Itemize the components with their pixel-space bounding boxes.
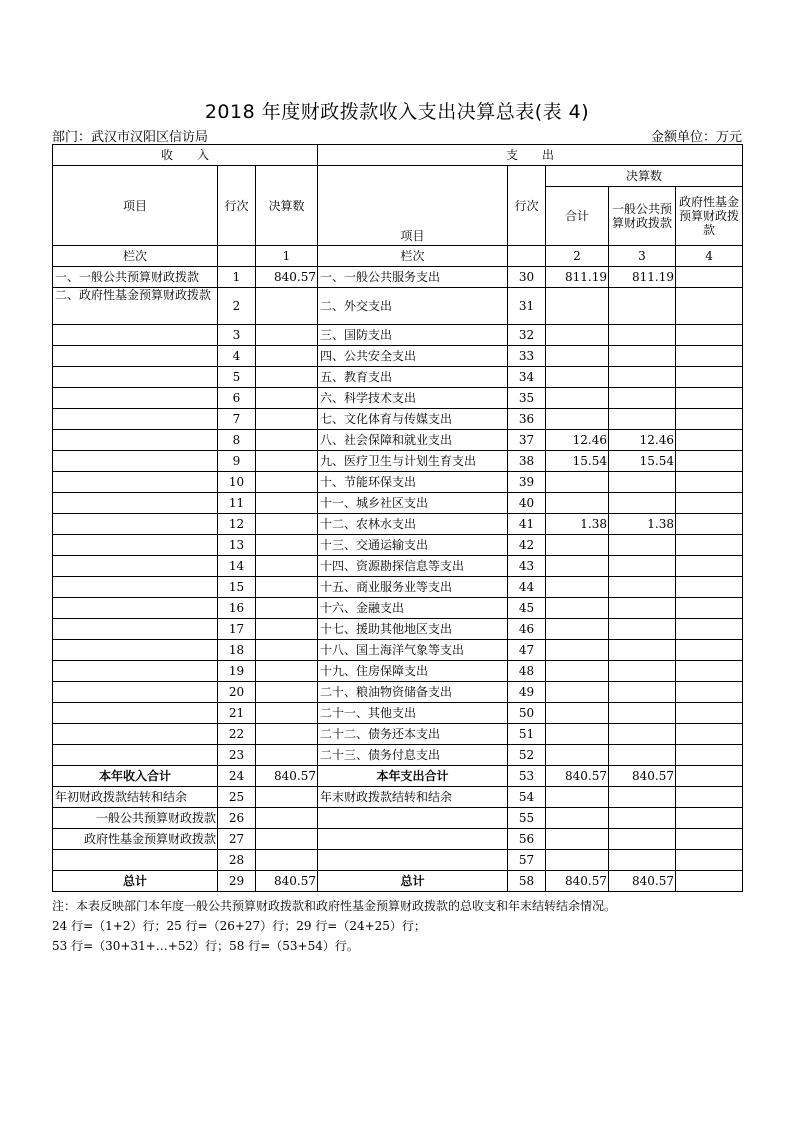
cell [609, 808, 676, 829]
col-2: 2 [546, 246, 609, 267]
blank-row-no: 28 [218, 850, 256, 871]
expense-item: 一、一般公共服务支出 [318, 267, 508, 288]
expense-total [546, 325, 609, 346]
expense-general: 1.38 [609, 514, 676, 535]
expense-fund [676, 367, 743, 388]
expense-general [609, 409, 676, 430]
expense-fund [676, 724, 743, 745]
income-amount [256, 577, 318, 598]
table-row [53, 409, 743, 430]
expense-fund [676, 577, 743, 598]
income-item [53, 514, 218, 535]
cell [256, 829, 318, 850]
income-row-no: 8 [218, 430, 256, 451]
income-item [53, 430, 218, 451]
expense-row-no: 48 [508, 661, 546, 682]
expense-total [546, 703, 609, 724]
table-row [53, 640, 743, 661]
income-row-no: 6 [218, 388, 256, 409]
fund-carry-ex-no: 56 [508, 829, 546, 850]
grand-ex-total-no: 58 [508, 871, 546, 892]
income-item-header: 项目 [53, 166, 218, 246]
expense-row-no: 49 [508, 682, 546, 703]
income-item [53, 493, 218, 514]
income-item [53, 724, 218, 745]
expense-fund [676, 288, 743, 325]
cell [609, 829, 676, 850]
expense-row-no: 50 [508, 703, 546, 724]
expense-row-no: 44 [508, 577, 546, 598]
table-row [53, 325, 743, 346]
income-row-no: 7 [218, 409, 256, 430]
expense-item: 三、国防支出 [318, 325, 508, 346]
expense-row-no: 51 [508, 724, 546, 745]
cell [546, 850, 609, 871]
income-item [53, 367, 218, 388]
income-item [53, 640, 218, 661]
expense-total [546, 388, 609, 409]
income-amount [256, 288, 318, 325]
col-4: 4 [676, 246, 743, 267]
table-row [53, 682, 743, 703]
income-amount [256, 640, 318, 661]
expense-header: 支 出 [318, 145, 743, 166]
income-row-no: 9 [218, 451, 256, 472]
cell [676, 808, 743, 829]
col-label-2: 栏次 [318, 246, 508, 267]
expense-total [546, 535, 609, 556]
income-amount [256, 472, 318, 493]
expense-general [609, 388, 676, 409]
expense-total [546, 288, 609, 325]
expense-item: 十四、资源勘探信息等支出 [318, 556, 508, 577]
expense-total [546, 409, 609, 430]
carry-out-label: 年末财政拨款结转和结余 [318, 787, 508, 808]
report-meta [52, 126, 742, 145]
income-amount [256, 430, 318, 451]
expense-row-no: 42 [508, 535, 546, 556]
cell [676, 787, 743, 808]
income-amount [256, 556, 318, 577]
expense-fund [676, 472, 743, 493]
income-amount [256, 682, 318, 703]
expense-row-no: 47 [508, 640, 546, 661]
income-row-no: 20 [218, 682, 256, 703]
expense-total [546, 493, 609, 514]
income-row-no: 23 [218, 745, 256, 766]
income-amount: 840.57 [256, 267, 318, 288]
expense-fund [676, 493, 743, 514]
table-row [53, 514, 743, 535]
expense-fund [676, 703, 743, 724]
notes [52, 896, 752, 956]
expense-total [546, 724, 609, 745]
general-carry-label: 一般公共预算财政拨款 [53, 808, 218, 829]
expense-general [609, 640, 676, 661]
expense-item: 二十一、其他支出 [318, 703, 508, 724]
income-item [53, 325, 218, 346]
income-amount [256, 346, 318, 367]
expense-row-no: 30 [508, 267, 546, 288]
table-row [53, 745, 743, 766]
expense-item: 十七、援助其他地区支出 [318, 619, 508, 640]
unit-label: 金额单位：万元 [650, 130, 742, 145]
col-label: 栏次 [53, 246, 218, 267]
income-item [53, 556, 218, 577]
income-item [53, 346, 218, 367]
fund-carry-no: 27 [218, 829, 256, 850]
expense-total [546, 619, 609, 640]
grand-ex-total-general: 840.57 [609, 871, 676, 892]
income-item [53, 535, 218, 556]
income-row-no: 14 [218, 556, 256, 577]
expense-total [546, 598, 609, 619]
expense-item: 十九、住房保障支出 [318, 661, 508, 682]
expense-row-no: 41 [508, 514, 546, 535]
table-row [53, 535, 743, 556]
expense-row-no: 38 [508, 451, 546, 472]
income-row-no: 19 [218, 661, 256, 682]
expense-general [609, 472, 676, 493]
expense-item: 十一、城乡社区支出 [318, 493, 508, 514]
expense-row-no: 34 [508, 367, 546, 388]
income-item [53, 703, 218, 724]
table-row [53, 451, 743, 472]
income-row-no: 17 [218, 619, 256, 640]
income-amount [256, 514, 318, 535]
expense-total-total: 840.57 [546, 766, 609, 787]
table-row [53, 472, 743, 493]
income-row-no: 1 [218, 267, 256, 288]
expense-fund [676, 430, 743, 451]
expense-item: 十二、农林水支出 [318, 514, 508, 535]
expense-row-no: 37 [508, 430, 546, 451]
cell [546, 808, 609, 829]
expense-general [609, 325, 676, 346]
expense-item: 二、外交支出 [318, 288, 508, 325]
income-item [53, 409, 218, 430]
income-row-no: 10 [218, 472, 256, 493]
expense-fund [676, 556, 743, 577]
expense-total: 811.19 [546, 267, 609, 288]
expense-item: 十八、国土海洋气象等支出 [318, 640, 508, 661]
expense-item: 十三、交通运输支出 [318, 535, 508, 556]
income-row-no: 4 [218, 346, 256, 367]
table-row [53, 598, 743, 619]
note-line: 注：本表反映部门本年度一般公共预算财政拨款和政府性基金预算财政拨款的总收支和年末结转结余情况。 [52, 899, 617, 913]
expense-general: 811.19 [609, 267, 676, 288]
income-row-no-header: 行次 [218, 166, 256, 246]
expense-row-no: 40 [508, 493, 546, 514]
table-row [53, 346, 743, 367]
income-row-no: 2 [218, 288, 256, 325]
income-amount [256, 724, 318, 745]
expense-general: 15.54 [609, 451, 676, 472]
cell [256, 850, 318, 871]
income-row-no: 11 [218, 493, 256, 514]
table-row [53, 367, 743, 388]
table-row [53, 388, 743, 409]
income-amount [256, 598, 318, 619]
expense-fund [676, 325, 743, 346]
income-item [53, 682, 218, 703]
blank-row-ex-no: 57 [508, 850, 546, 871]
total-col-header: 合计 [546, 187, 609, 246]
table-row [53, 619, 743, 640]
expense-total-label: 本年支出合计 [318, 766, 508, 787]
table-row [53, 267, 743, 288]
income-amount [256, 745, 318, 766]
expense-general [609, 598, 676, 619]
expense-item: 九、医疗卫生与计划生育支出 [318, 451, 508, 472]
expense-item: 四、公共安全支出 [318, 346, 508, 367]
fund-col-header: 政府性基金预算财政拨款 [676, 187, 743, 246]
income-amount [256, 325, 318, 346]
expense-general [609, 577, 676, 598]
note-line: 24 行=（1+2）行；25 行=（26+27）行；29 行=（24+25）行； [52, 919, 426, 933]
expense-total: 15.54 [546, 451, 609, 472]
expense-fund [676, 640, 743, 661]
expense-general [609, 535, 676, 556]
carry-in-no: 25 [218, 787, 256, 808]
table-row [53, 577, 743, 598]
expense-row-no: 46 [508, 619, 546, 640]
expense-general [609, 703, 676, 724]
cell [546, 787, 609, 808]
table-row [53, 661, 743, 682]
grand-total-amount: 840.57 [256, 871, 318, 892]
income-item [53, 577, 218, 598]
expense-item: 五、教育支出 [318, 367, 508, 388]
income-row-no: 13 [218, 535, 256, 556]
general-carry-ex-no: 55 [508, 808, 546, 829]
income-row-no: 22 [218, 724, 256, 745]
cell [676, 829, 743, 850]
income-amount [256, 367, 318, 388]
expense-general [609, 745, 676, 766]
table-row [53, 493, 743, 514]
expense-general: 12.46 [609, 430, 676, 451]
expense-fund [676, 535, 743, 556]
table-row [53, 288, 743, 325]
expense-total [546, 367, 609, 388]
col-3: 3 [609, 246, 676, 267]
expense-row-no: 32 [508, 325, 546, 346]
income-amount [256, 388, 318, 409]
expense-row-no: 31 [508, 288, 546, 325]
page-title: 2018 年度财政拨款收入支出决算总表(表 4) [204, 101, 590, 123]
expense-fund [676, 346, 743, 367]
cell [318, 829, 508, 850]
expense-total [546, 472, 609, 493]
expense-row-no: 52 [508, 745, 546, 766]
cell [546, 829, 609, 850]
department-label: 部门：武汉市汉阳区信访局 [52, 130, 209, 145]
expense-item: 十六、金融支出 [318, 598, 508, 619]
income-amount [256, 409, 318, 430]
income-item [53, 619, 218, 640]
cell [256, 808, 318, 829]
expense-total-no: 53 [508, 766, 546, 787]
fund-carry-label: 政府性基金预算财政拨款 [53, 829, 218, 850]
expense-fund [676, 451, 743, 472]
cell [676, 850, 743, 871]
expense-total [546, 577, 609, 598]
income-total-amount: 840.57 [256, 766, 318, 787]
income-amount [256, 535, 318, 556]
expense-total: 1.38 [546, 514, 609, 535]
expense-total [546, 682, 609, 703]
col-label-blank-2 [508, 246, 546, 267]
income-item [53, 745, 218, 766]
expense-row-no: 45 [508, 598, 546, 619]
income-row-no: 16 [218, 598, 256, 619]
expense-total [546, 745, 609, 766]
expense-fund [676, 598, 743, 619]
budget-table [52, 144, 743, 892]
col-label-blank [218, 246, 256, 267]
income-item [53, 598, 218, 619]
cell [53, 850, 218, 871]
income-amount [256, 451, 318, 472]
carry-in-amount [256, 787, 318, 808]
expense-total: 12.46 [546, 430, 609, 451]
expense-general [609, 288, 676, 325]
income-row-no: 12 [218, 514, 256, 535]
income-amount [256, 703, 318, 724]
cell [318, 850, 508, 871]
income-item: 一、一般公共预算财政拨款 [53, 267, 218, 288]
note-line: 53 行=（30+31+…+52）行；58 行=（53+54）行。 [52, 939, 359, 953]
expense-item: 二十三、债务付息支出 [318, 745, 508, 766]
expense-item: 六、科学技术支出 [318, 388, 508, 409]
expense-general [609, 619, 676, 640]
expense-general [609, 682, 676, 703]
income-row-no: 21 [218, 703, 256, 724]
table-row [53, 556, 743, 577]
general-carry-no: 26 [218, 808, 256, 829]
income-total-label: 本年收入合计 [53, 766, 218, 787]
expense-item: 七、文化体育与传媒支出 [318, 409, 508, 430]
income-amount-header: 决算数 [256, 166, 318, 246]
carry-in-label: 年初财政拨款结转和结余 [53, 787, 218, 808]
expense-general [609, 556, 676, 577]
income-row-no: 5 [218, 367, 256, 388]
income-row-no: 15 [218, 577, 256, 598]
expense-fund [676, 661, 743, 682]
income-amount [256, 661, 318, 682]
expense-item: 十五、商业服务业等支出 [318, 577, 508, 598]
expense-fund [676, 745, 743, 766]
expense-total [546, 640, 609, 661]
income-item [53, 472, 218, 493]
cell [318, 808, 508, 829]
expense-total-general: 840.57 [609, 766, 676, 787]
expense-item: 二十二、债务还本支出 [318, 724, 508, 745]
cell [609, 787, 676, 808]
expense-general [609, 661, 676, 682]
expense-total [546, 346, 609, 367]
general-col-header: 一般公共预算财政拨款 [609, 187, 676, 246]
income-item [53, 661, 218, 682]
expense-general [609, 367, 676, 388]
income-row-no: 18 [218, 640, 256, 661]
expense-row-no: 35 [508, 388, 546, 409]
expense-fund [676, 409, 743, 430]
grand-ex-total-total: 840.57 [546, 871, 609, 892]
expense-fund [676, 267, 743, 288]
expense-total [546, 556, 609, 577]
grand-total-label: 总计 [53, 871, 218, 892]
expense-item-header: 项目 [318, 166, 508, 246]
expense-row-no-header: 行次 [508, 166, 546, 246]
col-1: 1 [256, 246, 318, 267]
income-item [53, 451, 218, 472]
cell [676, 871, 743, 892]
expense-amount-header: 决算数 [546, 166, 743, 187]
income-item: 二、政府性基金预算财政拨款 [53, 288, 218, 325]
cell [609, 850, 676, 871]
expense-total-fund [676, 766, 743, 787]
grand-total-no: 29 [218, 871, 256, 892]
expense-general [609, 493, 676, 514]
expense-row-no: 43 [508, 556, 546, 577]
expense-row-no: 36 [508, 409, 546, 430]
expense-item: 八、社会保障和就业支出 [318, 430, 508, 451]
table-row [53, 724, 743, 745]
expense-item: 二十、粮油物资储备支出 [318, 682, 508, 703]
income-row-no: 3 [218, 325, 256, 346]
expense-fund [676, 514, 743, 535]
table-row [53, 430, 743, 451]
grand-ex-total-label: 总计 [318, 871, 508, 892]
expense-row-no: 33 [508, 346, 546, 367]
expense-fund [676, 388, 743, 409]
income-item [53, 388, 218, 409]
expense-row-no: 39 [508, 472, 546, 493]
expense-item: 十、节能环保支出 [318, 472, 508, 493]
income-amount [256, 493, 318, 514]
income-total-no: 24 [218, 766, 256, 787]
income-header: 收 入 [53, 145, 318, 166]
income-amount [256, 619, 318, 640]
table-row [53, 703, 743, 724]
expense-general [609, 346, 676, 367]
expense-fund [676, 682, 743, 703]
expense-fund [676, 619, 743, 640]
carry-out-no: 54 [508, 787, 546, 808]
expense-total [546, 661, 609, 682]
expense-general [609, 724, 676, 745]
